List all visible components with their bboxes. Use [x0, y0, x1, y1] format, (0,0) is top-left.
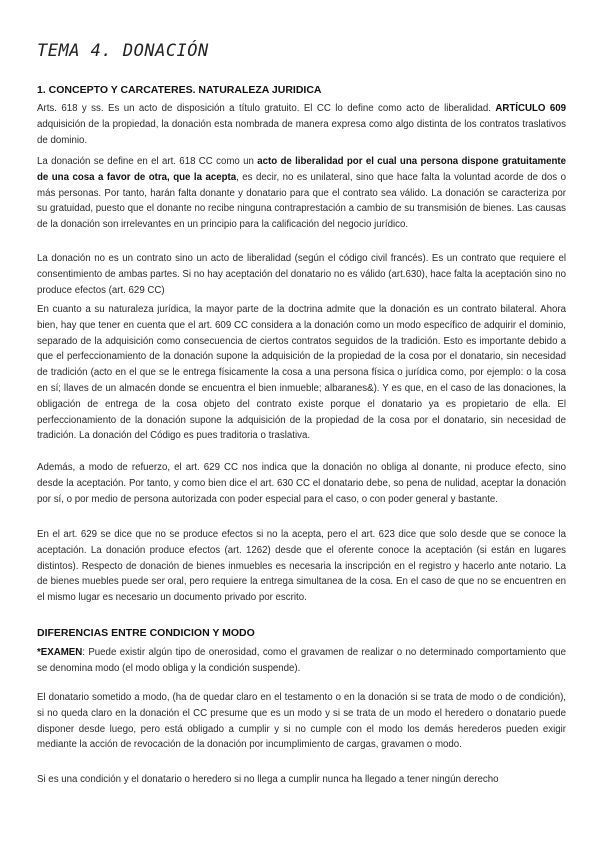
body-text: El donatario sometido a modo, (ha de quedar claro en el testamento o en la donación si se trata de modo o de condición), si no queda claro en la donación el CC presume que es un modo y si se trata de un modo el heredero o donatario puede disponer desde luego, pero está obligado a cumplir y si no cumple con el modo los demás herederos pueden exigir mediante la acción de revocación de la donación por incumplimiento de cargas, gravamen o modo. [37, 692, 566, 751]
paragraph-8 [37, 690, 566, 753]
section-heading-diferencias: DIFERENCIAS ENTRE CONDICION Y MODO [37, 627, 255, 639]
section-heading-concepto: 1. CONCEPTO Y CARCATERES. NATURALEZA JURIDICA [37, 84, 322, 96]
body-text: adquisición de la propiedad, la donación esta nombrada de manera expresa como algo distinta de los contratos traslativos de dominio. [37, 118, 566, 146]
body-text: En el art. 629 se dice que no se produce efectos si no la acepta, pero el art. 623 dice que solo desde que se conoce la aceptación. La donación produce efectos (art. 1262) desde que el oferente conoce la aceptación (si están en lugares distintos). Respecto de donación de bienes inmuebles es necesaria la inscripción en el registro y hacerlo ante notario. La de bienes muebles puede ser oral, pero requiere la entrega simultanea de la cosa. En el caso de que no se encuentren en el mismo lugar es necesario un documento privado por escrito. [37, 529, 566, 604]
paragraph-1 [37, 101, 566, 148]
paragraph-9 [37, 772, 566, 788]
paragraph-6 [37, 527, 566, 606]
paragraph-examen [37, 645, 566, 677]
emphasis-text: *EXAMEN [37, 647, 83, 658]
emphasis-text: acto de liberalidad por el cual una persona dispone gratuitamente de una cosa a favor de otra, que la acepta [37, 156, 566, 183]
document-title: TEMA 4. DONACIÓN [37, 41, 209, 61]
paragraph-3 [37, 251, 566, 298]
paragraph-2 [37, 154, 566, 233]
body-text: : Puede existir algún tipo de onerosidad, como el gravamen de realizar o no determinado comportamiento que se denomina modo (el modo obliga y la condición suspende). [37, 647, 566, 674]
body-text: Arts. 618 y ss. Es un acto de disposición a título gratuito. El CC lo define como acto de liberalidad. [37, 103, 496, 114]
body-text: En cuanto a su naturaleza jurídica, la mayor parte de la doctrina admite que la donación es un contrato bilateral. Ahora bien, hay que tener en cuenta que el art. 609 CC considera a la donación como un modo específico de adquirir el dominio, separado de la adquisición como consecuencia de ciertos contratos seguidos de la tradición. Esto es importante debido a que el perfeccionamiento de la donación supone la adquisición de la propiedad de la cosa por el donatario, sin necesidad de tradición (acto en el que se le entrega físicamente la cosa a una persona física o jurídica como, por ejemplo: o la cosa en sí; llaves de un almacén donde se encuentra el bien inmueble; albaranes&). Y es que, en el caso de las donaciones, la obligación de entrega de la cosa objeto del contrato existe porque el donatario ya es propietario de ella. El perfeccionamiento de la donación supone la adquisición de la propiedad de la cosa por el donatario, sin necesidad de tradición. La donación del Código es pues traditoria o traslativa. [37, 304, 566, 442]
body-text: La donación no es un contrato sino un acto de liberalidad (según el código civil francés). Es un contrato que requiere el consentimiento de ambas partes. Si no hay aceptación del donatario no es válido (art.630), hace falta la aceptación sino no produce efectos (art. 629 CC) [37, 253, 566, 296]
body-text: Además, a modo de refuerzo, el art. 629 CC nos indica que la donación no obliga al donante, ni produce efecto, sino desde la aceptación. Por tanto, y como bien dice el art. 630 CC el donatario debe, so pena de nulidad, aceptar la donación por sí, o por medio de persona autorizada con poder especial para el caso, o con poder general y bastante. [37, 462, 566, 505]
body-text: Si es una condición y el donatario o heredero si no llega a cumplir nunca ha llegado a tener ningún derecho [37, 774, 499, 785]
body-text: , es decir, no es unilateral, sino que hace falta la voluntad acorde de dos o más personas. Por tanto, harán falta donante y donatario para que el contrato sea válido. La donación se caracteriza por su gratuidad, puesto que el donante no recibe ninguna contraprestación a cambio de su transmisión de bienes. Las causas de la donación son irrelevantes en un principio para la calificación del negocio jurídico. [37, 171, 566, 231]
paragraph-4 [37, 302, 566, 444]
paragraph-5 [37, 460, 566, 507]
body-text: La donación se define en el art. 618 CC como un [37, 156, 258, 167]
emphasis-text: ARTÍCULO 609 [495, 103, 566, 114]
